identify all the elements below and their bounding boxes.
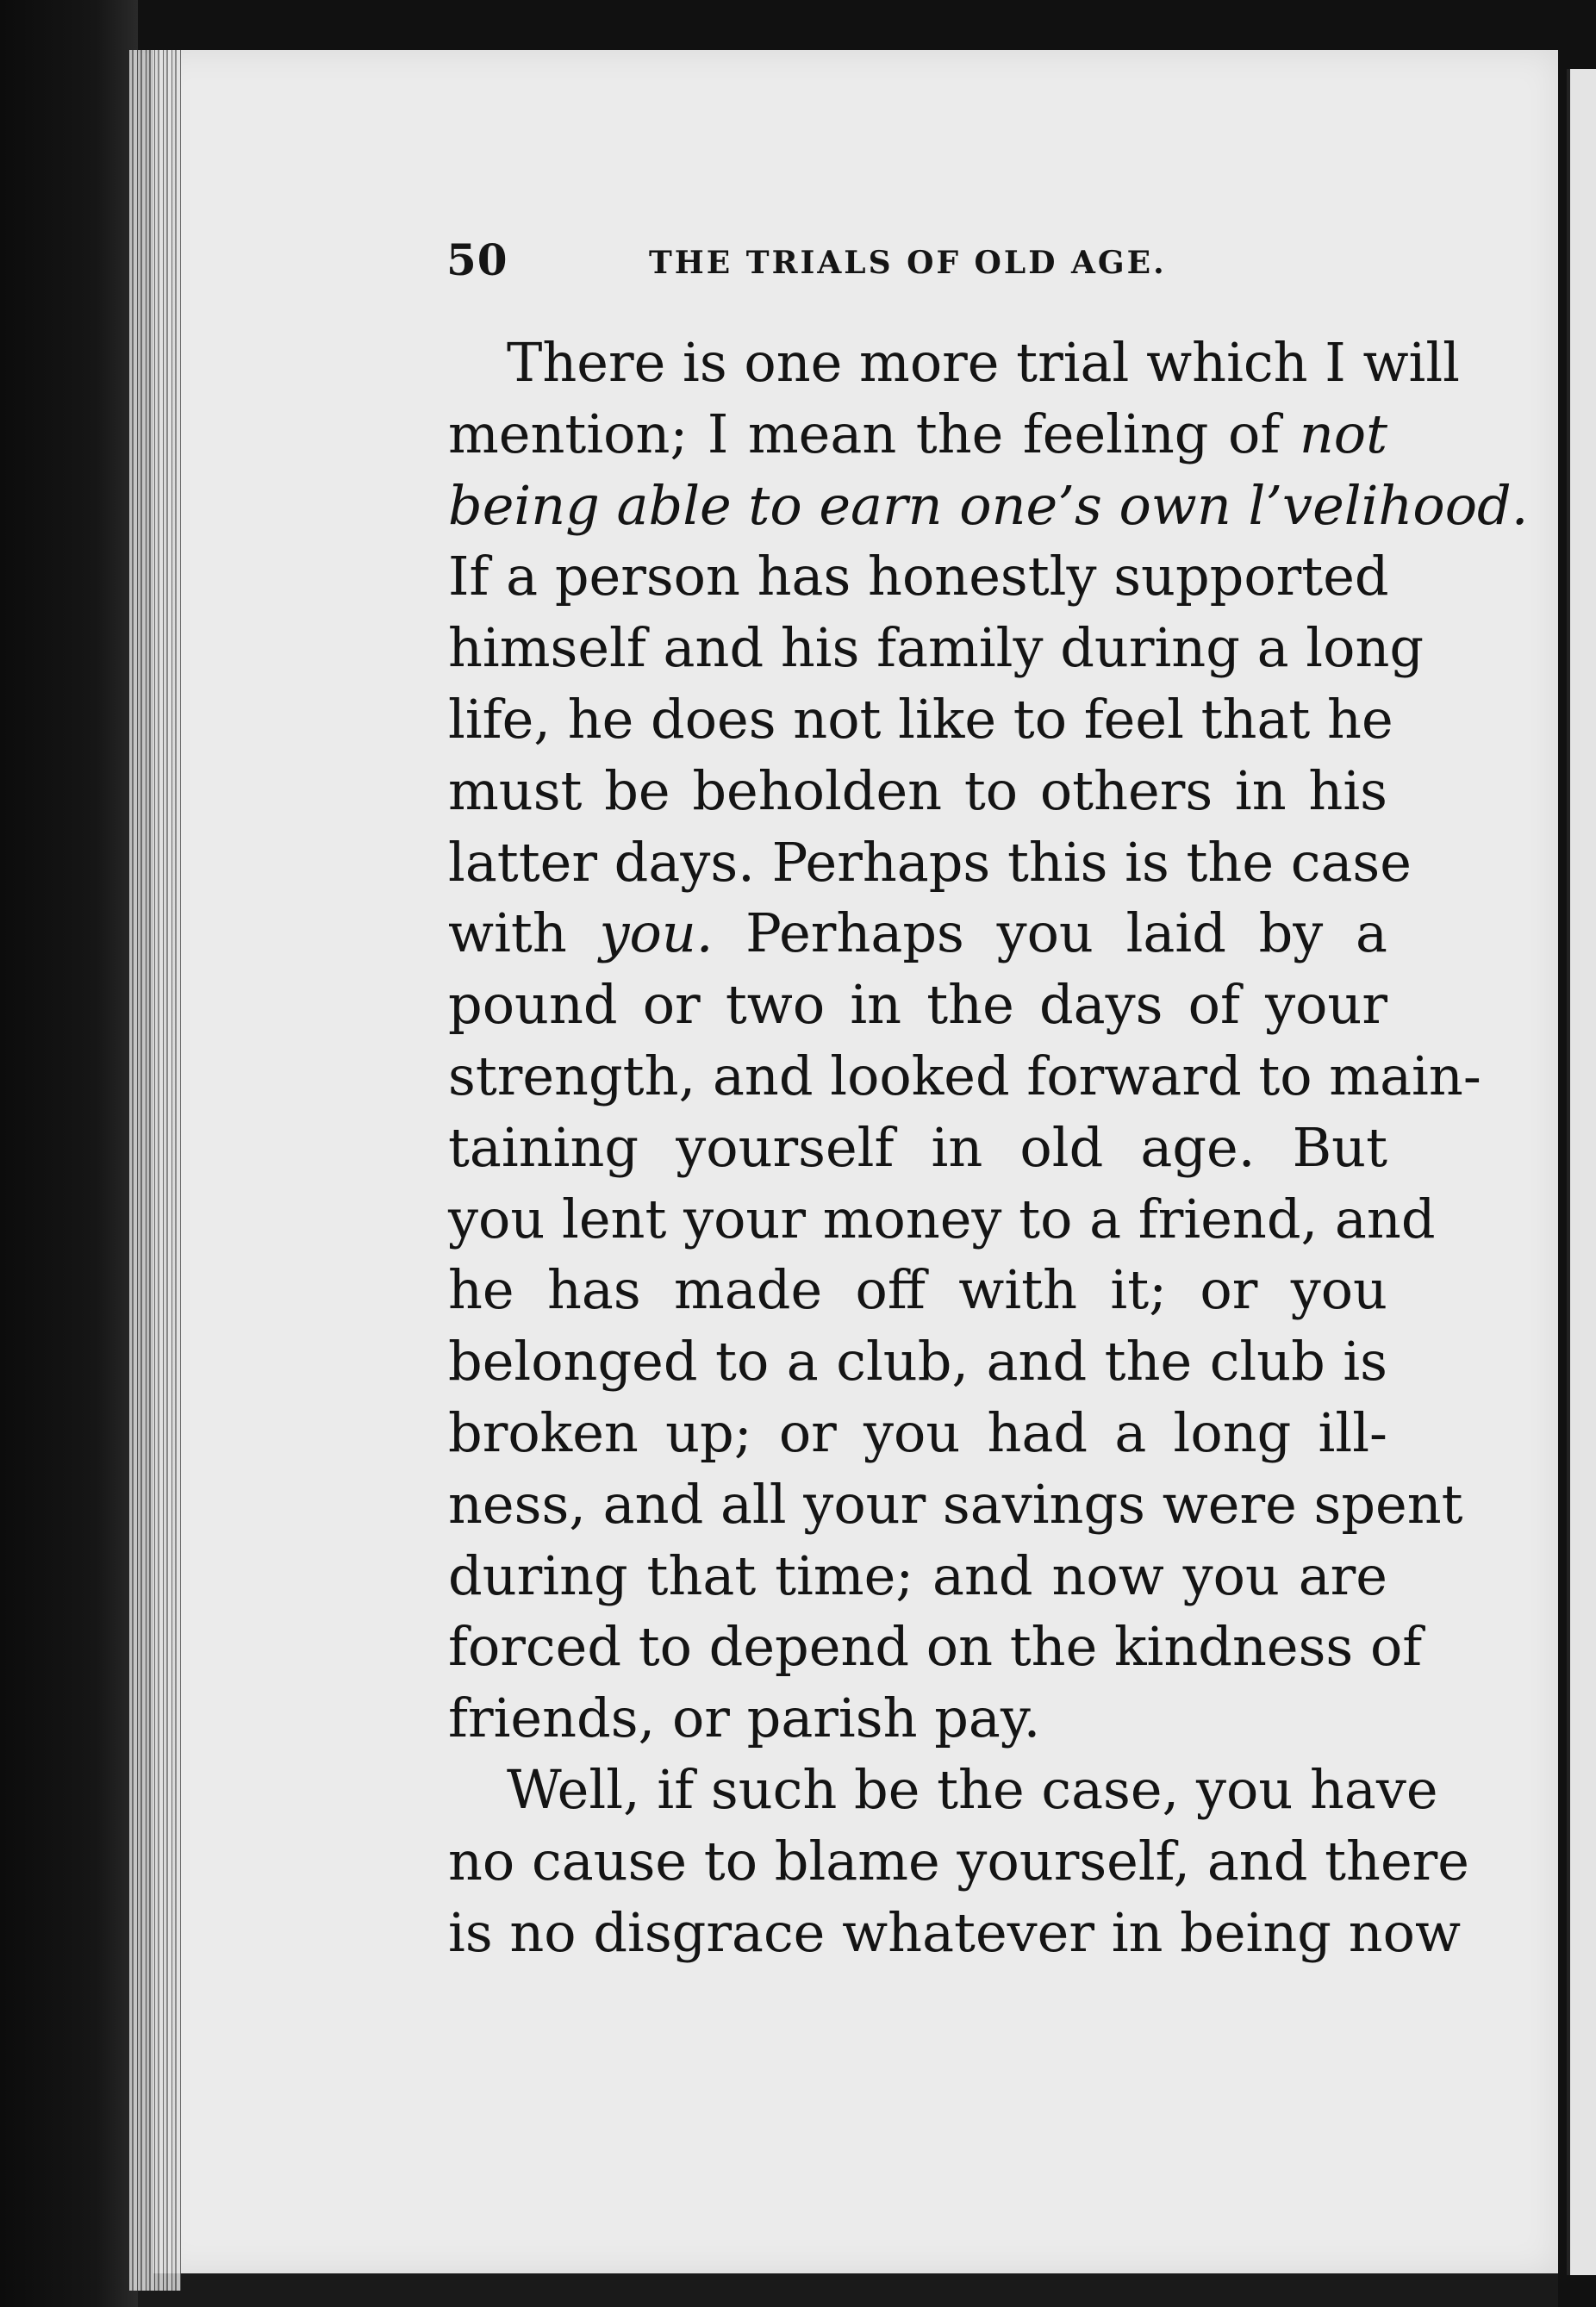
text-line: life, he does not like to feel that he: [448, 687, 1393, 751]
text-line: being able to earn one’s own l’velihood.: [448, 473, 1529, 537]
text-line: is no disgrace whatever in being now: [448, 1900, 1462, 1964]
text-line: If a person has honestly supported: [448, 545, 1389, 608]
text-line: during that time; and now you are: [448, 1543, 1387, 1607]
text-line: taining yourself in old age. But: [448, 1115, 1387, 1179]
running-header: [446, 234, 1386, 286]
text-line: forced to depend on the kindness of: [448, 1615, 1423, 1679]
page-gutter-edges: [129, 50, 181, 2291]
text-line: There is one more trial which I will: [507, 331, 1461, 394]
text-line: mention; I mean the feeling of not: [448, 402, 1387, 465]
text-line: no cause to blame yourself, and there: [448, 1829, 1469, 1892]
text-line: you lent your money to a friend, and: [448, 1187, 1436, 1250]
text-line: pound or two in the days of your: [448, 973, 1387, 1037]
text-line: himself and his family during a long: [448, 616, 1425, 680]
facing-page-edge: [1567, 69, 1596, 2275]
page-number: 50: [446, 234, 508, 285]
text-line: Well, if such be the case, you have: [507, 1757, 1438, 1821]
scan-top-border: [0, 0, 1596, 53]
text-line: broken up; or you had a long ill-: [448, 1400, 1387, 1464]
text-line: ness, and all your savings were spent: [448, 1472, 1463, 1536]
running-title: THE TRIALS OF OLD AGE.: [649, 245, 1167, 281]
text-line: he has made off with it; or you: [448, 1258, 1387, 1322]
text-line: must be beholden to others in his: [448, 758, 1387, 822]
text-line: with you. Perhaps you laid by a: [448, 901, 1387, 965]
scan-left-border: [0, 0, 138, 2307]
text-line: friends, or parish pay.: [448, 1687, 1041, 1750]
body-text: [448, 327, 1529, 1968]
text-line: belonged to a club, and the club is: [448, 1330, 1387, 1394]
text-line: latter days. Perhaps this is the case: [448, 830, 1412, 894]
text-line: strength, and looked forward to main-: [448, 1044, 1481, 1107]
